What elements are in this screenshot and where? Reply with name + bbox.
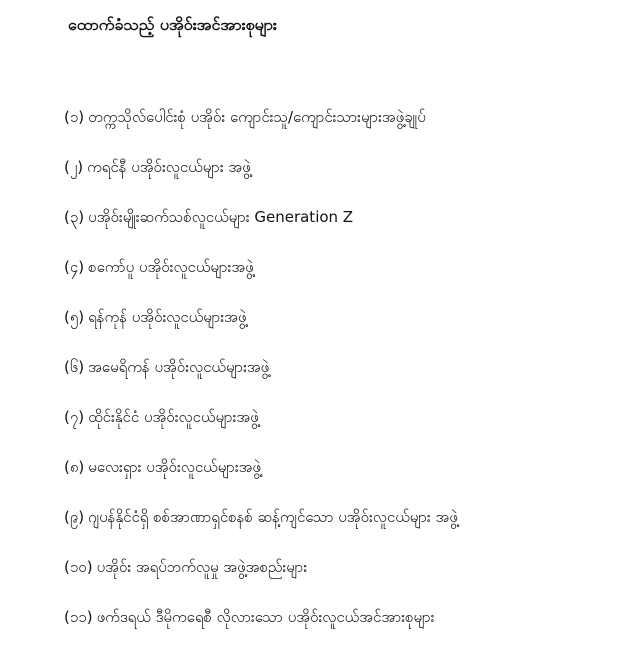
item-text: တက္ကသိုလ်ပေါင်းစုံ ပအိုဝ်း ကျောင်းသူ/ကျောင်းသားများအဖွဲ့ချုပ် [88, 108, 426, 126]
item-number: (၇) [64, 408, 85, 426]
item-text: ဂျပန်နိုင်ငံရှိ စစ်အာဏာရှင်စနစ် ဆန့်ကျင်သော ပအိုဝ်းလူငယ်များ အဖွဲ့ [88, 508, 458, 526]
supporting-groups-list [64, 104, 458, 654]
item-number: (၈) [64, 458, 85, 476]
item-number: (၉) [64, 508, 85, 526]
list-item [64, 404, 458, 454]
list-item [64, 154, 458, 204]
document-heading: ထောက်ခံသည့် ပအိုဝ်းအင်အားစုများ [68, 15, 277, 34]
item-text: ဖက်ဒရယ် ဒီမိုကရေစီ လိုလားသော ပအိုဝ်းလူငယ်အင်အားစုများ [96, 608, 435, 626]
list-item [64, 204, 458, 254]
list-item [64, 354, 458, 404]
list-item [64, 454, 458, 504]
item-number: (၃) [64, 208, 85, 226]
list-item [64, 504, 458, 554]
list-item [64, 304, 458, 354]
list-item [64, 604, 458, 654]
item-number: (၁၀) [64, 558, 93, 576]
item-number: (၄) [64, 258, 85, 276]
item-text: ထိုင်းနိုင်ငံ ပအိုဝ်းလူငယ်များအဖွဲ့ [88, 408, 259, 426]
item-number: (၁) [64, 108, 85, 126]
item-number: (၁၁) [64, 608, 93, 626]
item-number: (၆) [64, 358, 85, 376]
item-text: ရန်ကုန် ပအိုဝ်းလူငယ်များအဖွဲ့ [88, 308, 247, 326]
item-number: (၅) [64, 308, 85, 326]
item-text: စကော်ပူ ပအိုဝ်းလူငယ်များအဖွဲ့ [88, 258, 254, 276]
item-text: အမေရိကန် ပအိုဝ်းလူငယ်များအဖွဲ့ [88, 358, 270, 376]
item-text: ပအိုဝ်းမျိုးဆက်သစ်လူငယ်များ Generation Z [88, 208, 354, 226]
list-item [64, 554, 458, 604]
item-text: မလေးရှား ပအိုဝ်းလူငယ်များအဖွဲ့ [88, 458, 261, 476]
item-text: ပအိုဝ်း အရပ်ဘက်လူမှု အဖွဲ့အစည်းများ [96, 558, 308, 576]
list-item [64, 104, 458, 154]
item-text: ကရင်နီ ပအိုဝ်းလူငယ်များ အဖွဲ့ [87, 158, 251, 176]
item-number: (၂) [64, 158, 84, 176]
list-item [64, 254, 458, 304]
